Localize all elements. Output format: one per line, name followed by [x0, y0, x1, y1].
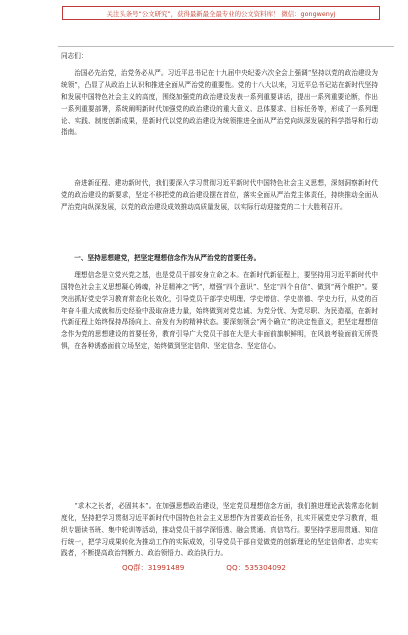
- banner-text: 关注头条号“公文研究”，获得最新最全最专业的公文资料库！ 微信：gongwenyj: [106, 9, 336, 18]
- header-divider: [58, 46, 394, 47]
- section-heading-1: 一、坚持思想建党，把坚定理想信念作为从严治党的首要任务。: [74, 253, 261, 262]
- promo-banner: [62, 6, 380, 20]
- paragraph-2: 奋进新征程、建功新时代，我们要深入学习贯彻习近平新时代中国特色社会主义思想，深刻洞察新时代党的政治建设的新要求，坚定不移把党的政治建设摆在首位，落实全面从严治党主体责任，持续推动全面从严治党向纵深发展，以党的政治建设成效推动高质量发展，以实际行动迎接党的二十大胜利召开。: [61, 178, 378, 211]
- paragraph-4: “求木之长者，必固其本”。在加强思想政治建设，坚定党员理想信念方面，我们推进理论武装常态化制度化，坚持把学习贯彻习近平新时代中国特色社会主义思想作为首要政治任务，扎实开展党史学习教育，组织专题读书班、集中轮训等活动，推动党员干部学深悟透、融会贯通、真信笃行。要坚持学思用贯通、知信行统一，把学习成果转化为推动工作的实际成效，引导党员干部自觉做党的创新理论的坚定信仰者、忠实实践者，不断提高政治判断力、政治领悟力、政治执行力。: [61, 501, 378, 558]
- salutation: 同志们：: [61, 52, 88, 60]
- footer-qq-contact: QQ：535304092: [226, 563, 286, 572]
- paragraph-1: 治国必先治党，治党务必从严。习近平总书记在十九届中央纪委六次全会上强调“坚持以党的政治建设为统领”，凸显了从政治上认识和推进全面从严治党的重要性。党的十八大以来，习近平总书记站在新时代坚持和发展中国特色社会主义的高度，围绕加强党的政治建设发表一系列重要讲话，提出一系列重要论断，作出一系列重要部署，系统阐明新时代加强党的政治建设的重大意义、总体要求、目标任务等，形成了一系列理论、实践、制度创新成果，是新时代以党的政治建设为统领推进全面从严治党向纵深发展的科学指导和行动指南。: [61, 68, 378, 137]
- paragraph-3: 理想信念是立党兴党之基，也是党员干部安身立命之本。在新时代新征程上，要坚持用习近平新时代中国特色社会主义思想凝心铸魂，补足精神之“钙”，增强“四个意识”、坚定“四个自信”、做到“两个维护”。要突出抓好党史学习教育常态化长效化，引导党员干部学史明理、学史增信、学史崇德、学史力行，从党的百年奋斗重大成就和历史经验中汲取奋进力量，始终做到对党忠诚、为党分忧、为党尽职、为民造福，在新时代新征程上始终保持昂扬向上、奋发有为的精神状态。要深刻领会“两个确立”的决定性意义，把坚定理想信念作为党的思想建设的首要任务，教育引导广大党员干部在大是大非面前旗帜鲜明，在风浪考验面前无所畏惧，在各种诱惑面前立场坚定，始终做到坚定信仰、坚定信念、坚定信心。: [61, 270, 378, 351]
- footer-qq-group: QQ群：31991489: [122, 563, 185, 572]
- page-footer: [0, 563, 408, 575]
- document-body: [61, 51, 378, 635]
